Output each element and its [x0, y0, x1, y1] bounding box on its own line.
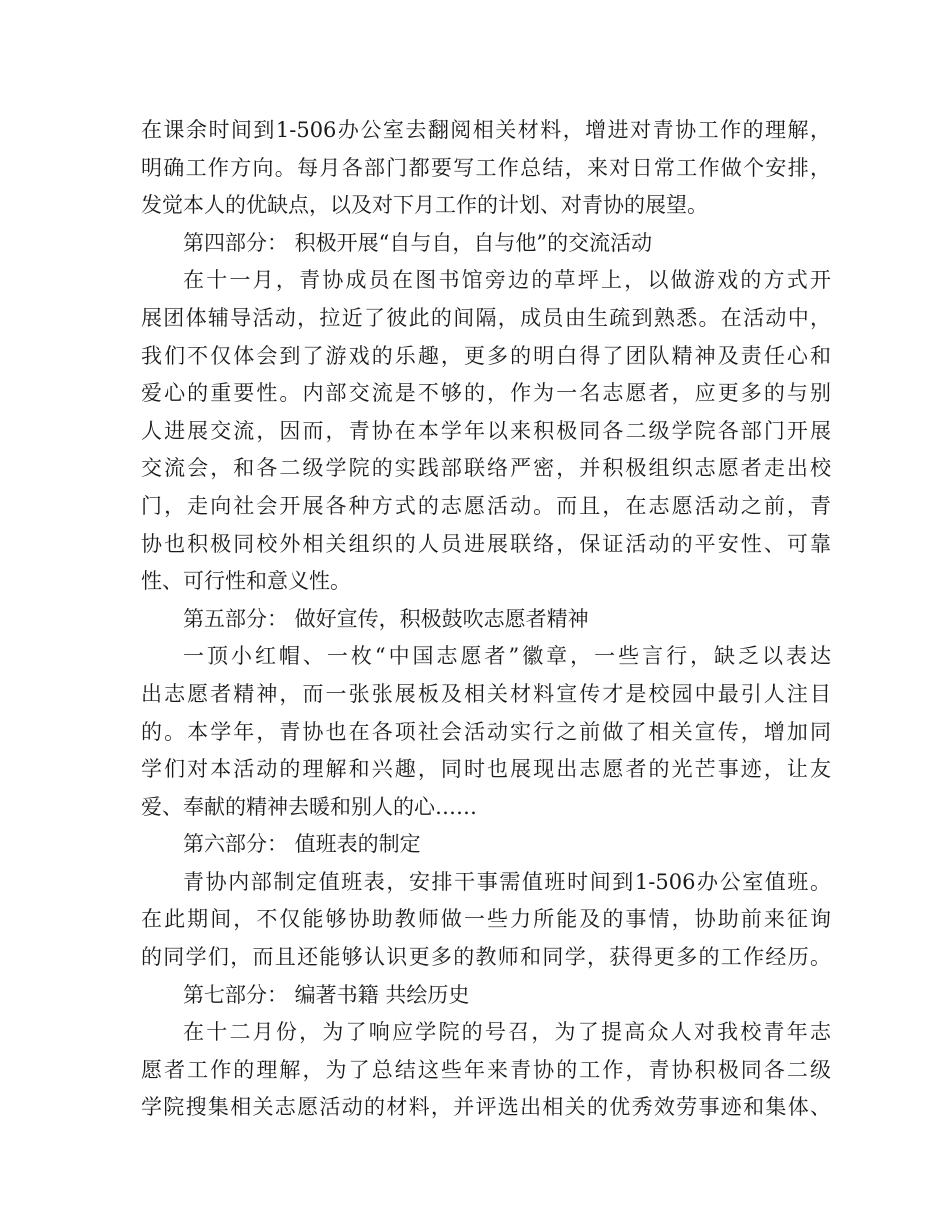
- section-heading-5: 第五部分： 做好宣传，积极鼓吹志愿者精神: [183, 606, 589, 631]
- text-line: 学们对本活动的理解和兴趣，同时也展现出志愿者的光芒事迹，让友: [141, 757, 831, 782]
- text-line: 学院搜集相关志愿活动的材料，并评选出相关的优秀效劳事迹和集体、: [141, 1095, 831, 1120]
- text-line: 发觉本人的优缺点，以及对下月工作的计划、对青协的展望。: [141, 193, 708, 218]
- text-line: 的。本学年，青协也在各项社会活动实行之前做了相关宣传，增加同: [141, 719, 831, 744]
- text-line: 愿者工作的理解，为了总结这些年来青协的工作，青协积极同各二级: [141, 1057, 831, 1082]
- text-line: 性、可行性和意义性。: [141, 569, 351, 594]
- paragraph-first-line: 一顶小红帽、一枚“中国志愿者”徽章，一些言行，缺乏以表达: [183, 644, 831, 669]
- paragraph-first-line: 在十二月份，为了响应学院的号召，为了提高众人对我校青年志: [183, 1020, 831, 1045]
- text-line: 门，走向社会开展各种方式的志愿活动。而且，在志愿活动之前，青: [141, 493, 831, 518]
- text-line: 出志愿者精神，而一张张展板及相关材料宣传才是校园中最引人注目: [141, 681, 831, 706]
- text-line: 爱、奉献的精神去暖和别人的心……: [141, 794, 477, 819]
- document-body: [141, 112, 831, 1127]
- text-line: 交流会，和各二级学院的实践部联络严密，并积极组织志愿者走出校: [141, 456, 831, 481]
- section-heading-4: 第四部分： 积极开展“自与自，自与他”的交流活动: [183, 230, 653, 255]
- section-heading-6: 第六部分： 值班表的制定: [183, 832, 421, 857]
- paragraph-first-line: 青协内部制定值班表，安排干事需值班时间到1-506办公室值班。: [183, 869, 831, 894]
- text-line: 人进展交流，因而，青协在本学年以来积极同各二级学院各部门开展: [141, 418, 831, 443]
- text-line: 我们不仅体会到了游戏的乐趣，更多的明白得了团队精神及责任心和: [141, 343, 831, 368]
- section-heading-7: 第七部分： 编著书籍 共绘历史: [183, 982, 470, 1007]
- text-line: 展团体辅导活动，拉近了彼此的间隔，成员由生疏到熟悉。在活动中，: [141, 305, 831, 330]
- paragraph-first-line: 在十一月，青协成员在图书馆旁边的草坪上，以做游戏的方式开: [183, 268, 831, 293]
- text-line: 明确工作方向。每月各部门都要写工作总结，来对日常工作做个安排，: [141, 155, 831, 180]
- text-line: 在此期间，不仅能够协助教师做一些力所能及的事情，协助前来征询: [141, 907, 831, 932]
- text-line: 爱心的重要性。内部交流是不够的，作为一名志愿者，应更多的与别: [141, 381, 831, 406]
- text-line: 的同学们，而且还能够认识更多的教师和同学，获得更多的工作经历。: [141, 945, 831, 970]
- text-line: 协也积极同校外相关组织的人员进展联络，保证活动的平安性、可靠: [141, 531, 831, 556]
- text-line: 在课余时间到1-506办公室去翻阅相关材料，增进对青协工作的理解，: [141, 118, 831, 142]
